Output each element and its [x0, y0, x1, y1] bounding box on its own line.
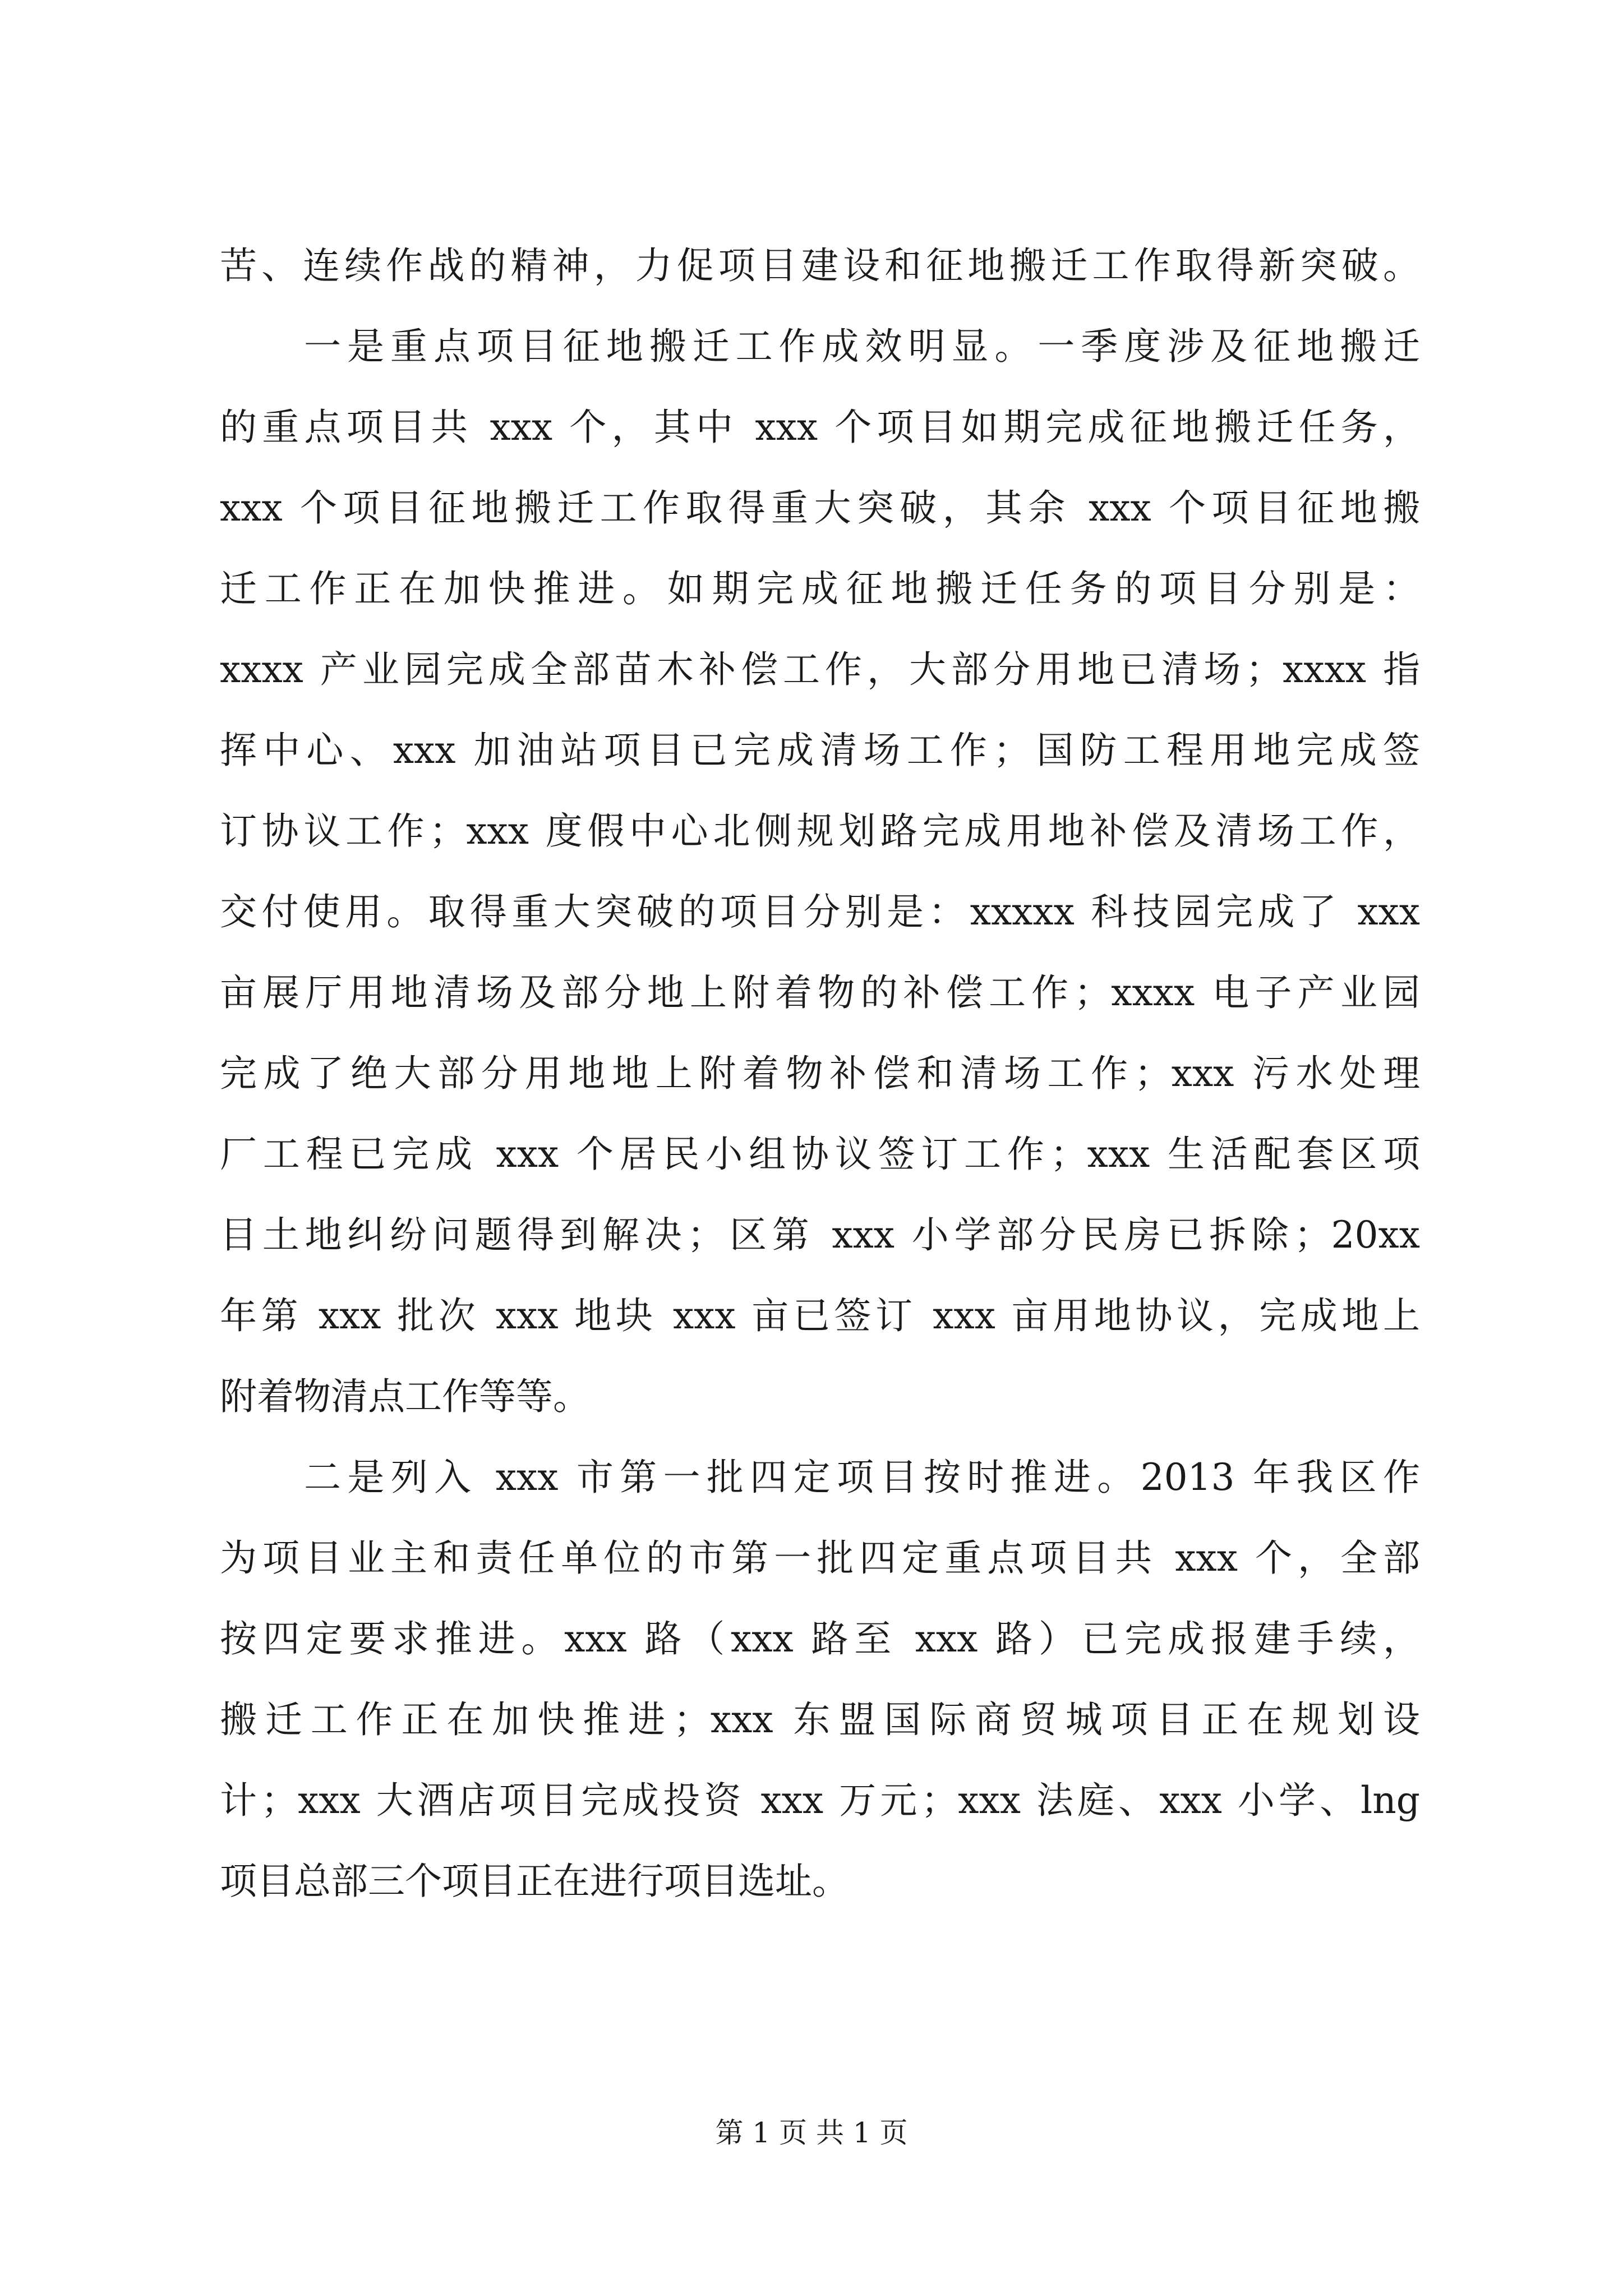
text-line: 的重点项目共 xxx 个，其中 xxx 个项目如期完成征地搬迁任务， — [220, 406, 1420, 449]
text-line: 挥中心、xxx 加油站项目已完成清场工作；国防工程用地完成签 — [220, 729, 1420, 772]
text-line: 交付使用。取得重大突破的项目分别是：xxxxx 科技园完成了 xxx — [220, 890, 1420, 933]
paragraph-first-line: 一是重点项目征地搬迁工作成效明显。一季度涉及征地搬迁 — [304, 325, 1420, 368]
text-line: 搬迁工作正在加快推进；xxx 东盟国际商贸城项目正在规划设 — [220, 1698, 1420, 1741]
page-number-footer: 第 1 页 共 1 页 — [715, 2116, 908, 2149]
text-line: 迁工作正在加快推进。如期完成征地搬迁任务的项目分别是： — [220, 567, 1420, 610]
text-line: 为项目业主和责任单位的市第一批四定重点项目共 xxx 个，全部 — [220, 1536, 1420, 1580]
text-line: 完成了绝大部分用地地上附着物补偿和清场工作；xxx 污水处理 — [220, 1052, 1420, 1095]
paragraph-first-line: 二是列入 xxx 市第一批四定项目按时推进。2013 年我区作 — [304, 1456, 1420, 1499]
text-line: xxxx 产业园完成全部苗木补偿工作，大部分用地已清场；xxxx 指 — [220, 648, 1420, 691]
text-line: 苦、连续作战的精神，力促项目建设和征地搬迁工作取得新突破。 — [220, 244, 1420, 287]
paragraph-last-line: 项目总部三个项目正在进行项目选址。 — [220, 1860, 849, 1903]
text-line: xxx 个项目征地搬迁工作取得重大突破，其余 xxx 个项目征地搬 — [220, 486, 1420, 530]
text-line: 按四定要求推进。xxx 路（xxx 路至 xxx 路）已完成报建手续， — [220, 1617, 1420, 1660]
document-body — [220, 226, 1420, 1922]
text-line: 亩展厅用地清场及部分地上附着物的补偿工作；xxxx 电子产业园 — [220, 971, 1420, 1014]
paragraph-last-line: 附着物清点工作等等。 — [220, 1375, 590, 1418]
text-line: 年第 xxx 批次 xxx 地块 xxx 亩已签订 xxx 亩用地协议，完成地上 — [220, 1294, 1420, 1337]
text-line: 计；xxx 大酒店项目完成投资 xxx 万元；xxx 法庭、xxx 小学、lng — [220, 1779, 1420, 1822]
text-line: 订协议工作；xxx 度假中心北侧规划路完成用地补偿及清场工作， — [220, 809, 1420, 853]
text-line: 厂工程已完成 xxx 个居民小组协议签订工作；xxx 生活配套区项 — [220, 1133, 1420, 1176]
text-line: 目土地纠纷问题得到解决；区第 xxx 小学部分民房已拆除；20xx — [220, 1213, 1420, 1257]
